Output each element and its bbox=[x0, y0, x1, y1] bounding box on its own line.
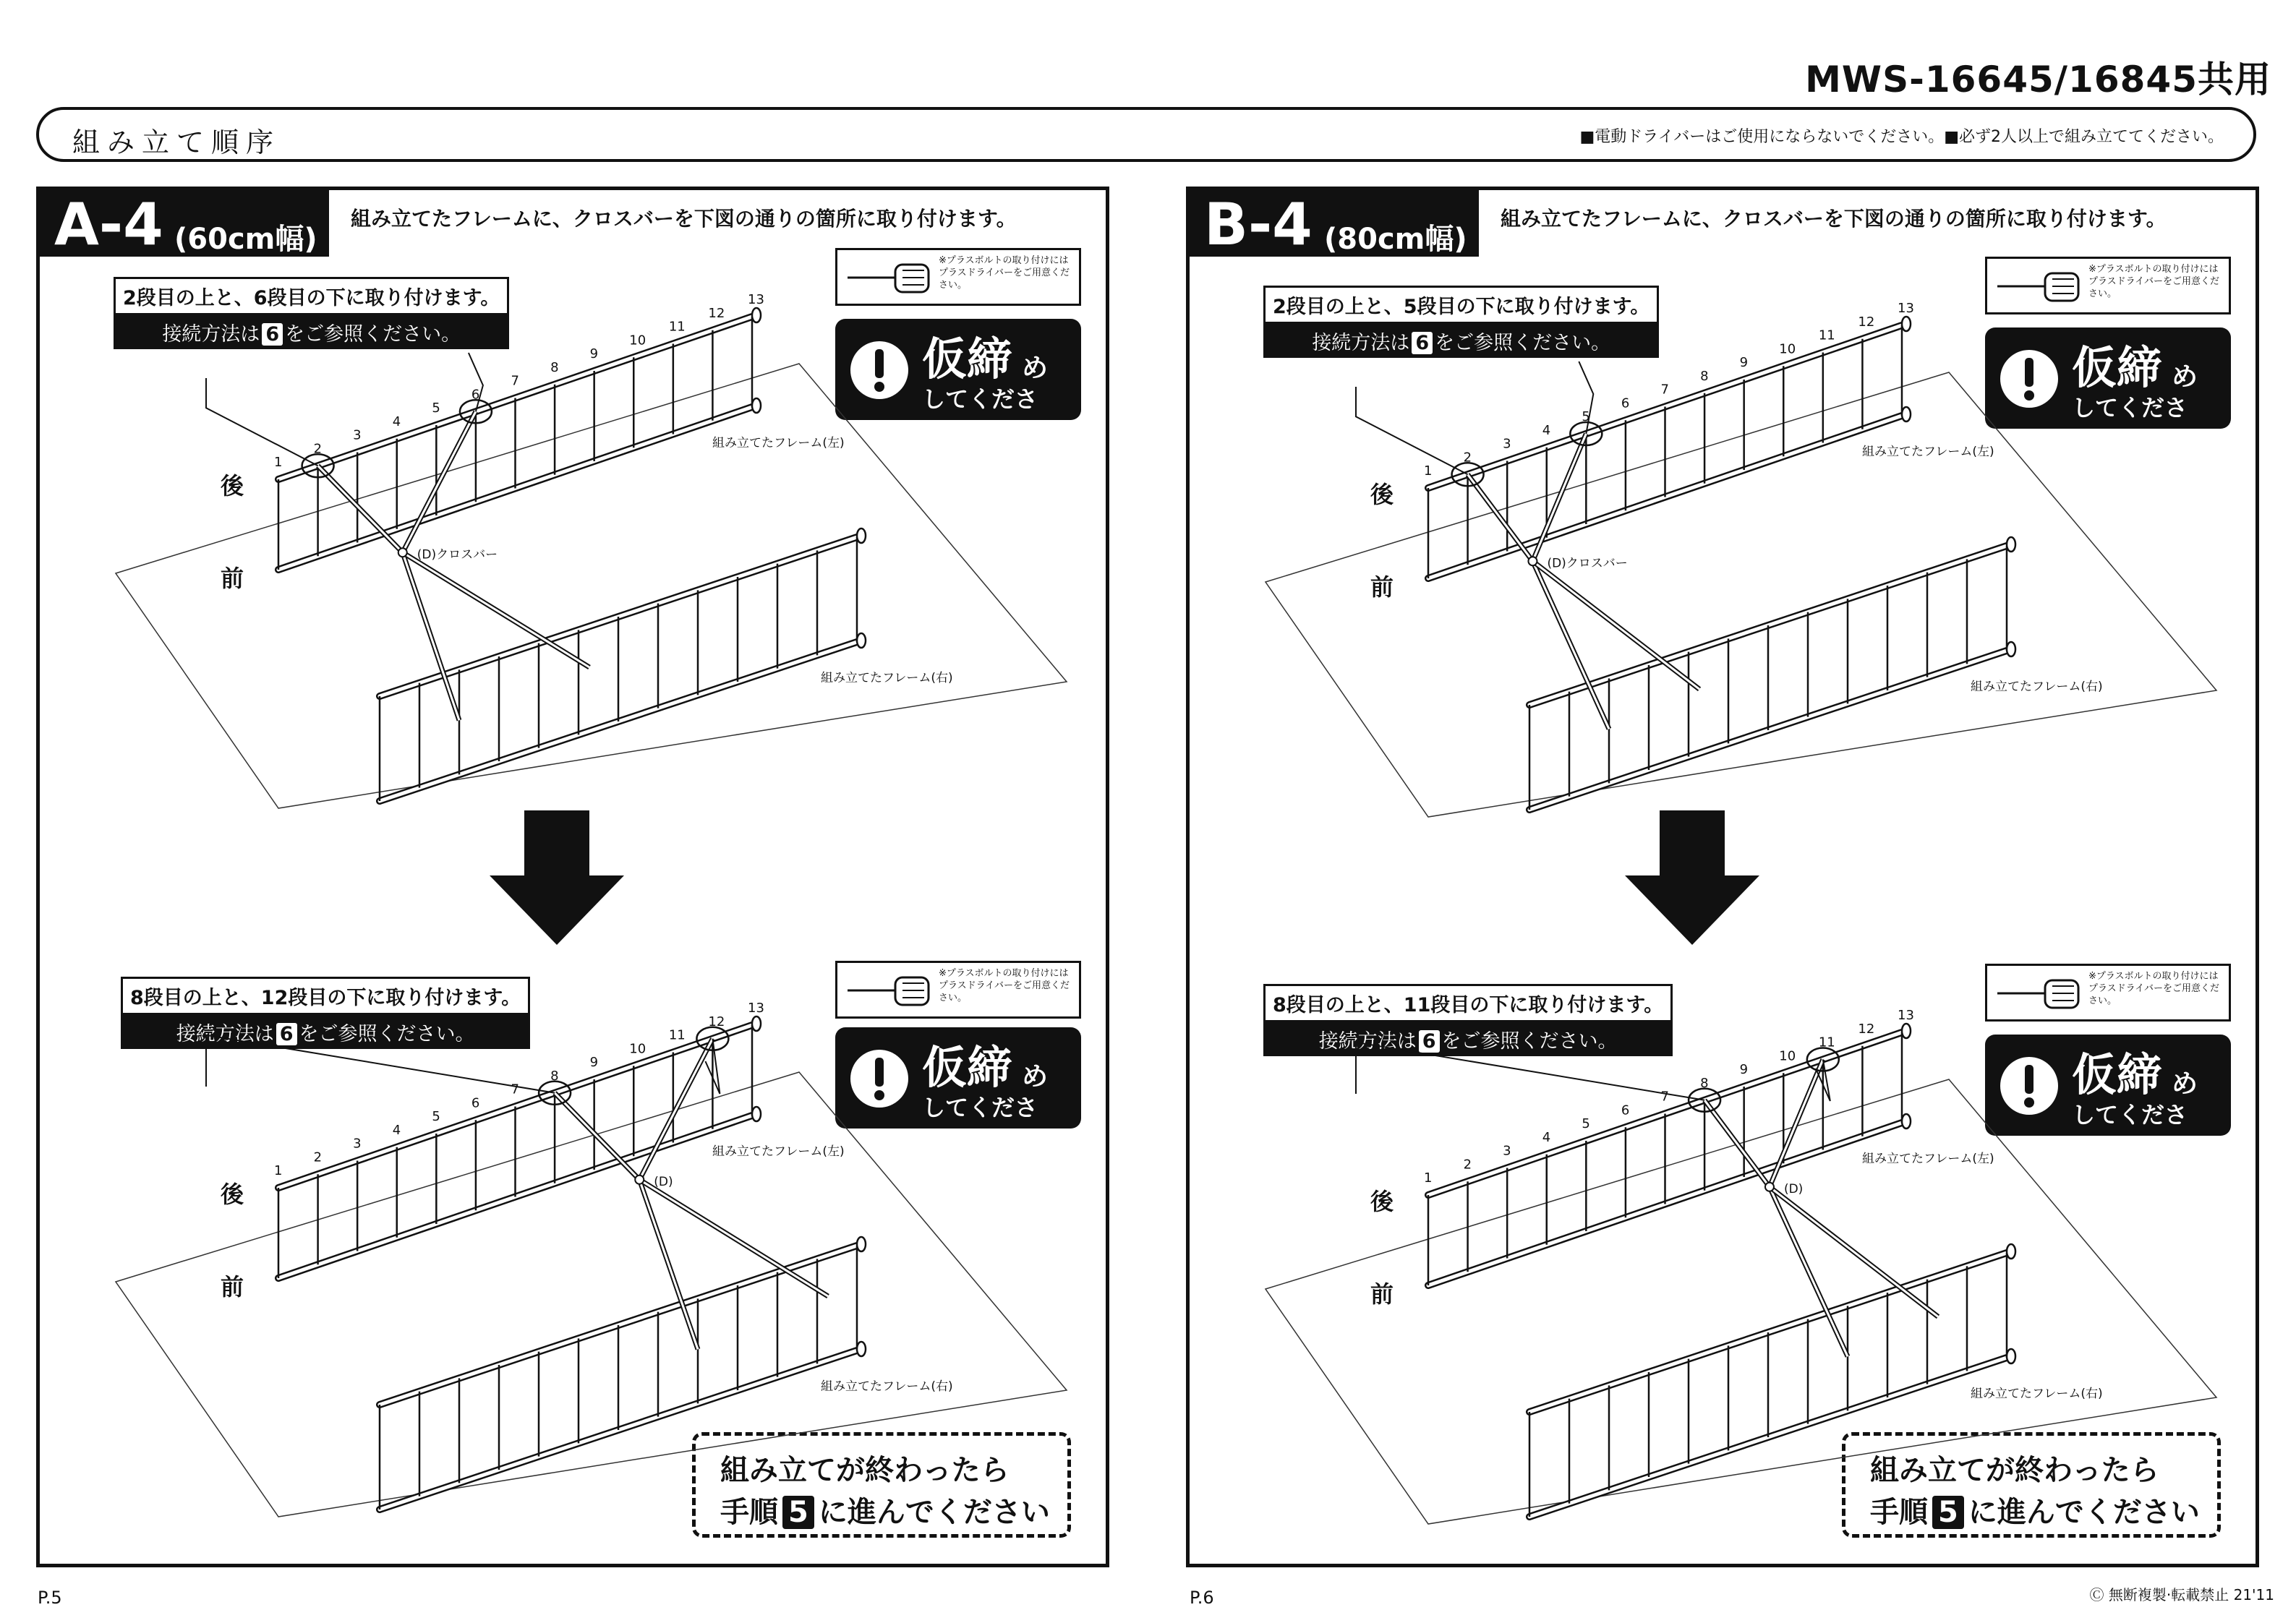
rung-number: 7 bbox=[511, 373, 519, 389]
rung-number: 1 bbox=[274, 1163, 283, 1178]
tool-note-text: ※プラスボルトの取り付けにはプラスドライバーをご用意ください。 bbox=[2088, 264, 2219, 299]
crossbar-inner bbox=[639, 1180, 828, 1296]
label-left-frame: 組み立てたフレーム(左) bbox=[712, 436, 845, 450]
rung-number: 1 bbox=[274, 455, 283, 470]
frame-left-back bbox=[1428, 317, 1911, 578]
label-left-frame: 組み立てたフレーム(左) bbox=[712, 1144, 845, 1159]
frame-end-cap bbox=[752, 308, 761, 322]
frame-right-front bbox=[1529, 537, 2015, 810]
label-right-frame: 組み立てたフレーム(右) bbox=[821, 1379, 953, 1394]
next-step-number: 5 bbox=[782, 1496, 814, 1529]
rung-number: 2 bbox=[313, 441, 323, 457]
rung-number: 9 bbox=[1739, 1062, 1749, 1077]
frame-end-cap bbox=[857, 528, 866, 543]
rung-number: 13 bbox=[1898, 301, 1914, 316]
rung-number: 9 bbox=[589, 346, 599, 361]
rung-number: 12 bbox=[708, 305, 725, 321]
rung-number: 11 bbox=[668, 1027, 686, 1043]
rung-number: 2 bbox=[313, 1149, 323, 1165]
frame-left-back bbox=[278, 1016, 761, 1278]
crossbar-inner bbox=[1532, 561, 1609, 729]
next-step-line1: 組み立てが終わったら bbox=[720, 1454, 1010, 1487]
rung-number: 4 bbox=[1542, 1129, 1551, 1145]
rung-number: 11 bbox=[668, 319, 686, 335]
label-left-frame: 組み立てたフレーム(左) bbox=[1862, 1152, 1994, 1166]
rung-number: 5 bbox=[1582, 409, 1590, 424]
crossbar-joint bbox=[1528, 557, 1537, 565]
callout-position-text: 2段目の上と、5段目の下に取り付けます。 bbox=[1263, 286, 1659, 324]
step-id: B-4 bbox=[1204, 191, 1313, 258]
rung-number: 12 bbox=[1858, 1021, 1875, 1037]
warning-main: 仮締 bbox=[922, 333, 1012, 385]
label-left-frame: 組み立てたフレーム(左) bbox=[1862, 445, 1994, 459]
frame-end-cap bbox=[1902, 407, 1911, 421]
step-id: A-4 bbox=[54, 191, 163, 258]
panel-a4 bbox=[36, 187, 1109, 1567]
crossbar-joint bbox=[1765, 1183, 1774, 1191]
frame-end-cap bbox=[752, 1016, 761, 1031]
rung-number: 4 bbox=[1542, 422, 1551, 438]
rung-number: 8 bbox=[550, 1068, 559, 1084]
crossbar-joint bbox=[635, 1176, 644, 1184]
tool-note-text: ※プラスボルトの取り付けにはプラスドライバーをご用意ください。 bbox=[939, 255, 1070, 291]
rung-number: 5 bbox=[1582, 1116, 1590, 1131]
callout-method-text: 接続方法は 6 をご参照ください。 bbox=[114, 315, 509, 349]
crossbar-inner bbox=[403, 552, 459, 720]
frame-right-front bbox=[380, 528, 866, 801]
step-number-badge: 6 bbox=[262, 323, 283, 346]
rung-number: 10 bbox=[629, 1041, 646, 1057]
floor-outline bbox=[116, 364, 1067, 808]
crossbar-inner bbox=[639, 1180, 698, 1350]
copyright: Ⓒ 無断複製·転載禁止 21'11 bbox=[2089, 1586, 2274, 1603]
rung-number: 3 bbox=[353, 1136, 362, 1152]
warning-main: 仮締 bbox=[2072, 341, 2162, 394]
label-front: 前 bbox=[1370, 573, 1394, 601]
frame-left-back bbox=[278, 305, 761, 570]
label-crossbar: (D)クロスバー bbox=[417, 547, 498, 562]
crossbar-joint bbox=[398, 548, 407, 557]
callout-leader bbox=[206, 378, 318, 466]
label-front: 前 bbox=[1370, 1280, 1394, 1308]
panel-instruction: 組み立てたフレームに、クロスバーを下図の通りの箇所に取り付けます。 bbox=[351, 207, 1017, 231]
frame-end-cap bbox=[752, 1107, 761, 1121]
warning-mini: め bbox=[2172, 362, 2198, 392]
tool-note-text: ※プラスボルトの取り付けにはプラスドライバーをご用意ください。 bbox=[939, 968, 1070, 1003]
label-back: 後 bbox=[221, 1181, 244, 1208]
crossbar-inner bbox=[403, 552, 589, 667]
rung-number: 8 bbox=[550, 359, 559, 375]
rung-number: 2 bbox=[1463, 1157, 1472, 1173]
rung-number: 3 bbox=[353, 427, 362, 443]
label-back: 後 bbox=[1370, 1188, 1394, 1215]
callout-method-text: 接続方法は 6 をご参照ください。 bbox=[121, 1015, 530, 1049]
rung-number: 3 bbox=[1503, 1143, 1511, 1159]
panel-b4 bbox=[1186, 187, 2259, 1567]
callout-leader bbox=[1356, 1042, 1704, 1100]
rung-number: 2 bbox=[1463, 450, 1472, 466]
rung-number: 6 bbox=[471, 1095, 480, 1111]
callout-method-text: 接続方法は 6 をご参照ください。 bbox=[1263, 324, 1659, 358]
rung-number: 12 bbox=[708, 1014, 725, 1029]
rung-number: 7 bbox=[1660, 382, 1669, 398]
rung-number: 3 bbox=[1503, 436, 1511, 452]
frame-end-cap bbox=[1902, 1024, 1911, 1038]
warning-main: 仮締 bbox=[2072, 1048, 2162, 1101]
rung-number: 11 bbox=[1818, 327, 1835, 343]
rung-number: 13 bbox=[748, 1001, 764, 1016]
callout-leader bbox=[206, 1035, 555, 1093]
frame-end-cap bbox=[2007, 642, 2015, 656]
label-right-frame: 組み立てたフレーム(右) bbox=[1971, 680, 2103, 694]
warning-sub: してください。 bbox=[922, 385, 1038, 446]
crossbar-inner bbox=[1532, 561, 1699, 689]
step-number-badge: 6 bbox=[276, 1023, 297, 1045]
width-label: (80cm幅) bbox=[1324, 223, 1467, 256]
frame-end-cap bbox=[2007, 1244, 2015, 1259]
rung-number: 4 bbox=[392, 1122, 401, 1138]
panel-instruction: 組み立てたフレームに、クロスバーを下図の通りの箇所に取り付けます。 bbox=[1501, 207, 2167, 231]
label-back: 後 bbox=[221, 472, 244, 500]
label-front: 前 bbox=[221, 565, 244, 592]
step-number-badge: 6 bbox=[1412, 332, 1433, 354]
tool-note-text: ※プラスボルトの取り付けにはプラスドライバーをご用意ください。 bbox=[2088, 971, 2219, 1006]
frame-end-cap bbox=[2007, 537, 2015, 552]
rung-number: 7 bbox=[1660, 1089, 1669, 1105]
warning-sub: してください。 bbox=[2072, 394, 2188, 455]
crossbar-inner bbox=[1468, 474, 1533, 561]
frame-end-cap bbox=[752, 398, 761, 413]
page-number-left: P.5 bbox=[38, 1588, 62, 1608]
frame-end-cap bbox=[1902, 1114, 1911, 1129]
warning-sub: してください。 bbox=[922, 1094, 1038, 1155]
rung-number: 8 bbox=[1700, 368, 1709, 384]
crossbar-inner bbox=[1704, 1100, 1770, 1187]
page-title: 組み立て順序 bbox=[72, 127, 281, 158]
callout-leader bbox=[469, 353, 483, 411]
rung-number: 5 bbox=[432, 1109, 440, 1124]
next-step-line1: 組み立てが終わったら bbox=[1870, 1454, 2159, 1487]
label-right-frame: 組み立てたフレーム(右) bbox=[1971, 1387, 2103, 1401]
frame-right-front bbox=[1529, 1244, 2015, 1517]
step-number-badge: 6 bbox=[1419, 1030, 1440, 1053]
rung-number: 13 bbox=[1898, 1008, 1914, 1023]
rung-number: 11 bbox=[1818, 1035, 1835, 1050]
frame-end-cap bbox=[2007, 1349, 2015, 1363]
frame-end-cap bbox=[1902, 317, 1911, 331]
warning-mini: め bbox=[1022, 354, 1049, 383]
rung-number: 10 bbox=[1779, 1048, 1796, 1064]
frame-end-cap bbox=[857, 633, 866, 648]
rung-number: 7 bbox=[511, 1082, 519, 1097]
rung-number: 4 bbox=[392, 414, 401, 429]
rung-number: 1 bbox=[1424, 1170, 1433, 1186]
label-crossbar: (D)クロスバー bbox=[1547, 556, 1628, 571]
warning-mini: め bbox=[1022, 1062, 1049, 1092]
frame-right-front bbox=[380, 1237, 866, 1509]
next-step-line2: 手順 5 に進んでください bbox=[1870, 1496, 2200, 1529]
rung-number: 10 bbox=[1779, 341, 1796, 357]
page-number-right: P.6 bbox=[1190, 1588, 1214, 1608]
callout-position-text: 8段目の上と、11段目の下に取り付けます。 bbox=[1263, 984, 1673, 1022]
crossbar-inner bbox=[1770, 1187, 1938, 1317]
rung-number: 8 bbox=[1700, 1075, 1709, 1091]
width-label: (60cm幅) bbox=[174, 223, 317, 256]
label-front: 前 bbox=[221, 1273, 244, 1301]
model-number: MWS-16645/16845共用 bbox=[1805, 59, 2271, 100]
callout-leader bbox=[1356, 387, 1468, 474]
next-step-number: 5 bbox=[1932, 1496, 1964, 1529]
callout-method-text: 接続方法は 6 をご参照ください。 bbox=[1263, 1022, 1673, 1056]
rung-number: 9 bbox=[1739, 355, 1749, 370]
header-notice: ■電動ドライバーはご使用にならないでください。■必ず2人以上で組み立ててください。 bbox=[1579, 128, 2224, 146]
label-right-frame: 組み立てたフレーム(右) bbox=[821, 671, 953, 685]
rung-number: 6 bbox=[1621, 395, 1630, 411]
label-crossbar: (D) bbox=[654, 1174, 673, 1189]
rung-number: 13 bbox=[748, 292, 764, 307]
next-step-line2: 手順 5 に進んでください bbox=[720, 1496, 1050, 1529]
warning-sub: してください。 bbox=[2072, 1101, 2188, 1162]
callout-position-text: 8段目の上と、12段目の下に取り付けます。 bbox=[121, 977, 530, 1015]
rung-number: 10 bbox=[629, 333, 646, 348]
warning-main: 仮締 bbox=[922, 1041, 1012, 1094]
label-crossbar: (D) bbox=[1783, 1181, 1804, 1196]
rung-number: 6 bbox=[471, 387, 480, 403]
rung-number: 6 bbox=[1621, 1102, 1630, 1118]
frame-end-cap bbox=[857, 1342, 866, 1356]
label-back: 後 bbox=[1370, 481, 1394, 508]
warning-mini: め bbox=[2172, 1069, 2198, 1099]
frame-end-cap bbox=[857, 1237, 866, 1251]
floor-outline bbox=[1266, 372, 2216, 817]
rung-number: 9 bbox=[589, 1055, 599, 1070]
rung-number: 5 bbox=[432, 401, 440, 416]
diagram-canvas bbox=[40, 190, 1106, 1564]
rung-number: 1 bbox=[1424, 463, 1433, 479]
diagram-canvas bbox=[1190, 190, 2256, 1564]
floor-outline bbox=[116, 1072, 1067, 1517]
callout-position-text: 2段目の上と、6段目の下に取り付けます。 bbox=[114, 277, 509, 315]
rung-number: 12 bbox=[1858, 314, 1875, 330]
